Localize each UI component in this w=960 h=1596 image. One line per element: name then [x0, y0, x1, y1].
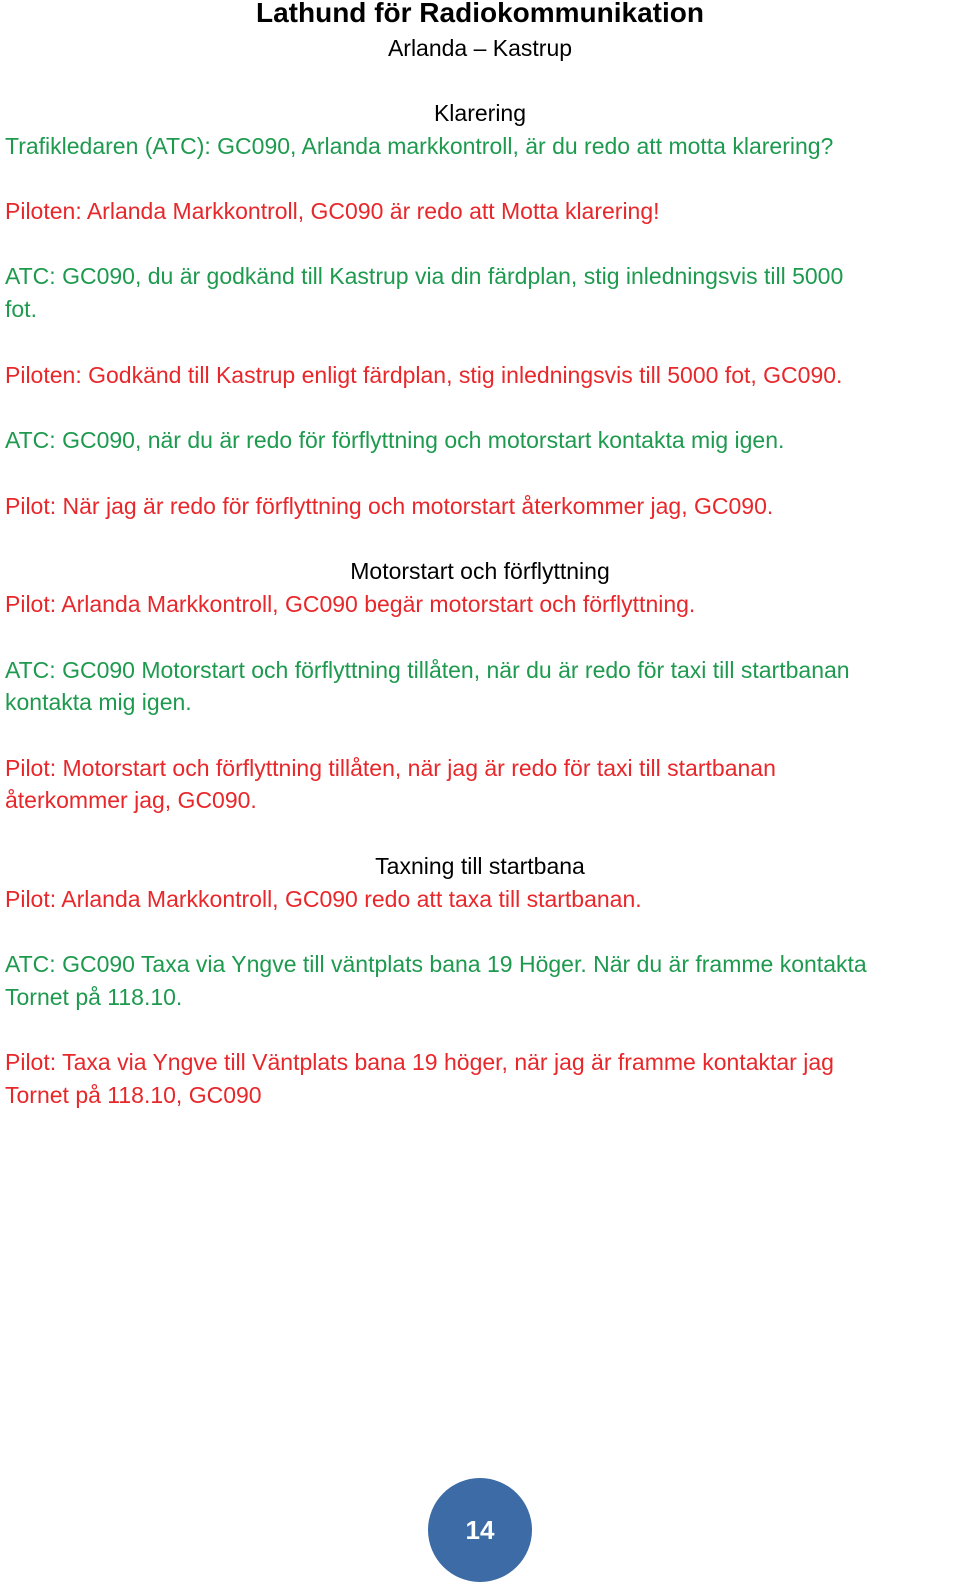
pilot-line: Piloten: Arlanda Markkontroll, GC090 är redo att Motta klarering!: [5, 198, 660, 224]
section-heading-taxning: Taxning till startbana: [375, 853, 585, 879]
pilot-line-continuation: Tornet på 118.10, GC090: [5, 1082, 262, 1108]
section-heading-klarering: Klarering: [433, 100, 527, 126]
pilot-line: Pilot: Arlanda Markkontroll, GC090 redo att taxa till startbanan.: [5, 886, 642, 912]
page-number: 14: [465, 1514, 495, 1545]
atc-line-continuation: Tornet på 118.10.: [5, 984, 183, 1010]
atc-line-continuation: fot.: [5, 296, 37, 322]
pilot-line: Pilot: Motorstart och förflyttning tillåten, när jag är redo för taxi till startbanan: [5, 755, 776, 781]
pilot-line: Pilot: Taxa via Yngve till Väntplats bana 19 höger, när jag är framme kontaktar jag: [5, 1049, 834, 1075]
pilot-line-continuation: återkommer jag, GC090.: [5, 787, 257, 813]
atc-line: Trafikledaren (ATC): GC090, Arlanda markkontroll, är du redo att motta klarering?: [5, 133, 834, 159]
atc-line-continuation: kontakta mig igen.: [5, 689, 192, 715]
document-title: Lathund för Radiokommunikation: [256, 0, 704, 28]
pilot-line: Piloten: Godkänd till Kastrup enligt färdplan, stig inledningsvis till 5000 fot, GC090.: [5, 362, 843, 388]
atc-line: ATC: GC090 Motorstart och förflyttning tillåten, när du är redo för taxi till startbanan: [5, 657, 850, 683]
atc-line: ATC: GC090 Taxa via Yngve till väntplats bana 19 Höger. När du är framme kontakta: [5, 951, 867, 977]
document-subtitle: Arlanda – Kastrup: [387, 35, 573, 61]
atc-line: ATC: GC090, du är godkänd till Kastrup via din färdplan, stig inledningsvis till 5000: [5, 263, 844, 289]
pilot-line: Pilot: När jag är redo för förflyttning och motorstart återkommer jag, GC090.: [5, 493, 774, 519]
section-heading-motorstart: Motorstart och förflyttning: [350, 558, 610, 584]
pilot-line: Pilot: Arlanda Markkontroll, GC090 begär motorstart och förflyttning.: [5, 591, 696, 617]
page-number-badge: [428, 1478, 532, 1582]
atc-line: ATC: GC090, när du är redo för förflyttning och motorstart kontakta mig igen.: [5, 427, 785, 453]
